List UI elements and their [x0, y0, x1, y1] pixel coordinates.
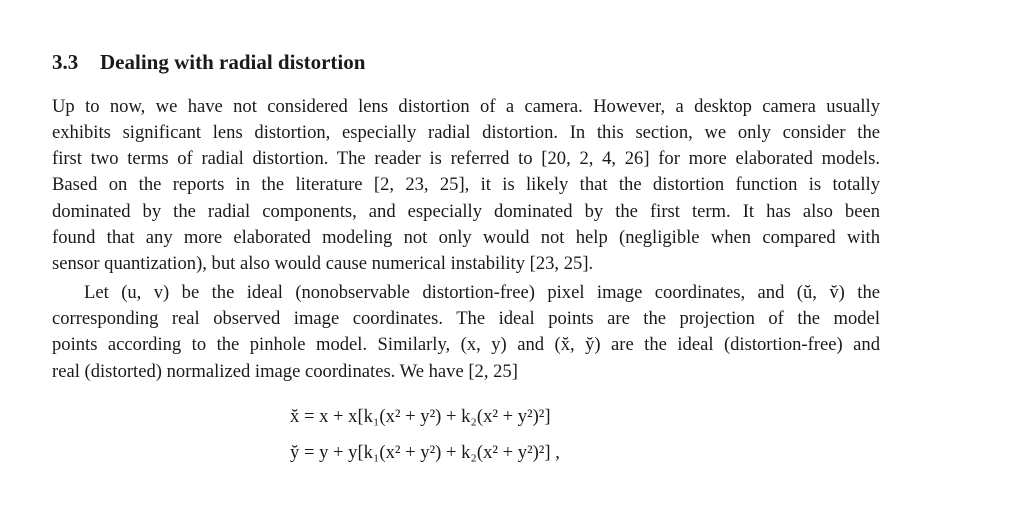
- text-line: real (distorted) normalized image coordinates. We have [2, 25]: [52, 361, 518, 382]
- section-title: Dealing with radial distortion: [100, 50, 366, 74]
- equation-x-distortion: x̆ = x + x[k₁(x² + y²) + k₂(x² + y²)²]: [290, 406, 551, 427]
- text-line: dominated by the radial components, and especially dominated by the first term. It has also been: [52, 201, 880, 222]
- section-heading: [52, 50, 365, 75]
- text-line: Up to now, we have not considered lens distortion of a camera. However, a desktop camera usually: [52, 96, 880, 117]
- text-line: Let (u, v) be the ideal (nonobservable distortion-free) pixel image coordinates, and (ŭ, v̆) the: [84, 282, 880, 303]
- equation-y-distortion: y̆ = y + y[k₁(x² + y²) + k₂(x² + y²)²] ,: [290, 442, 560, 463]
- text-line: points according to the pinhole model. Similarly, (x, y) and (x̆, y̆) are the ideal (distortion-free) and: [52, 334, 880, 355]
- text-line: Based on the reports in the literature [2, 23, 25], it is likely that the distortion function is totally: [52, 174, 880, 195]
- section-number: 3.3: [52, 50, 79, 74]
- text-line: first two terms of radial distortion. The reader is referred to [20, 2, 4, 26] for more elaborated models.: [52, 148, 880, 169]
- text-line: exhibits significant lens distortion, especially radial distortion. In this section, we only consider the: [52, 122, 880, 143]
- text-line: found that any more elaborated modeling not only would not help (negligible when compared with: [52, 227, 880, 248]
- text-line: sensor quantization), but also would cause numerical instability [23, 25].: [52, 253, 594, 274]
- text-line: corresponding real observed image coordinates. The ideal points are the projection of the model: [52, 308, 880, 329]
